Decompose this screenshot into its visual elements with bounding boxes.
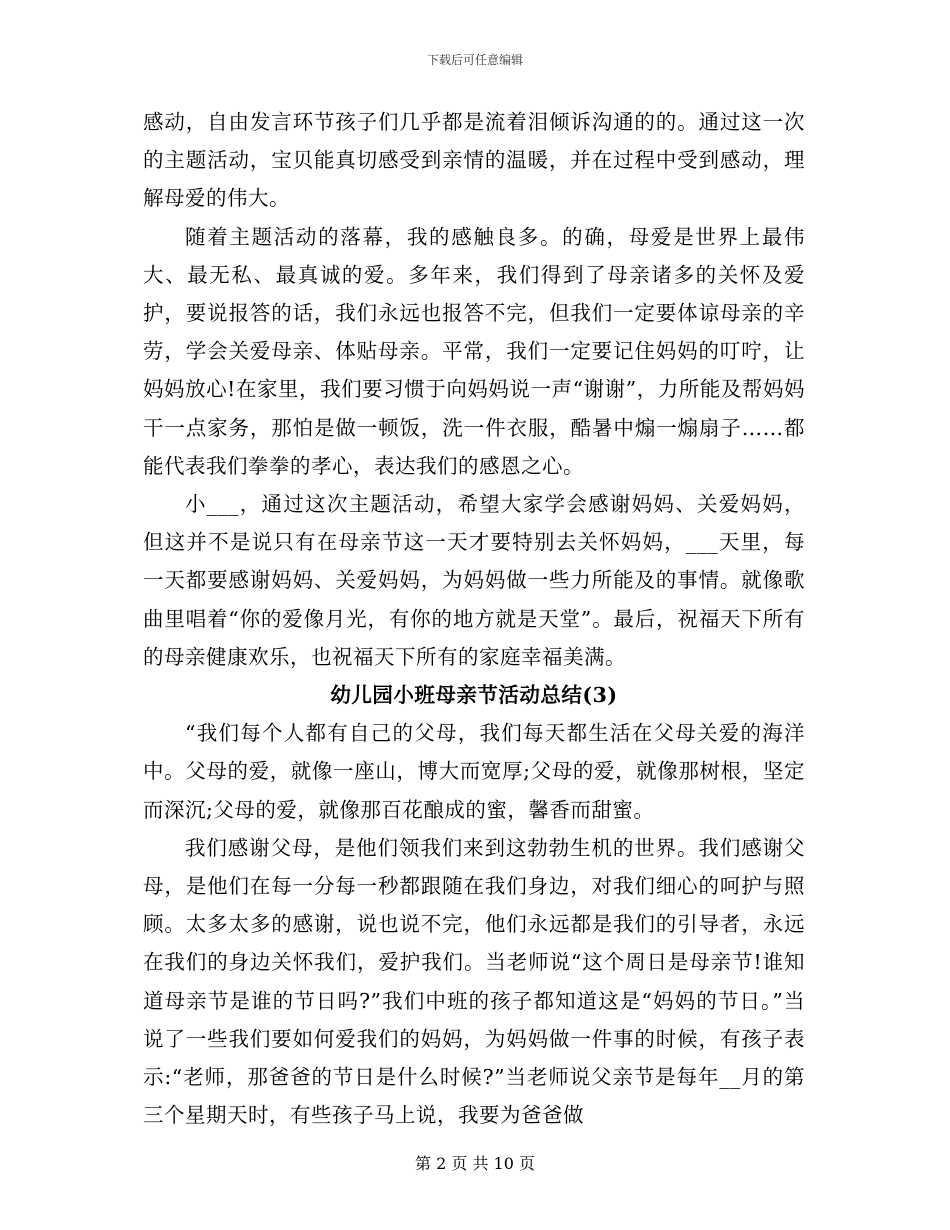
- paragraph-reflection: 随着主题活动的落幕，我的感触良多。的确，母爱是世界上最伟大、最无私、最真诚的爱。多年来，我们得到了母亲诸多的关怀及爱护，要说报答的话，我们永远也报答不完，但我们一定要体谅母亲的辛劳，学会关爱母亲、体贴母亲。平常，我们一定要记住妈妈的叮咛，让妈妈放心!在家里，我们要习惯于向妈妈说一声“谢谢”，力所能及帮妈妈干一点家务，那怕是做一顿饭，洗一件衣服，酷暑中煽一煽扇子……都能代表我们拳拳的孝心，表达我们的感恩之心。: [143, 224, 805, 478]
- section-paragraph-intro: “我们每个人都有自己的父母，我们每天都生活在父母关爱的海洋中。父母的爱，就像一座山，博大而宽厚;父母的爱，就像那树根，坚定而深沉;父母的爱，就像那百花酿成的蜜，馨香而甜蜜。: [143, 721, 805, 822]
- page-number: 第 2 页 共 10 页: [415, 1154, 535, 1173]
- page-header-note: 下载后可任意编辑: [426, 53, 523, 67]
- section-paragraph-thanks: 我们感谢父母，是他们领我们来到这勃勃生机的世界。我们感谢父母，是他们在每一分每一秒都跟随在我们身边，对我们细心的呵护与照顾。太多太多的感谢，说也说不完，他们永远都是我们的引导者，永远在我们的身边关怀我们，爱护我们。当老师说“这个周日是母亲节!谁知道母亲节是谁的节日吗?”我们中班的孩子都知道这是“妈妈的节日。”当说了一些我们要如何爱我们的妈妈，为妈妈做一件事的时候，有孩子表示:“老师，那爸爸的节日是什么时候?”当老师说父亲节是每年__月的第三个星期天时，有些孩子马上说，我要为爸爸做: [143, 835, 805, 1128]
- paragraph-conclusion: 小___，通过这次主题活动，希望大家学会感谢妈妈、关爱妈妈，但这并不是说只有在母亲节这一天才要特别去关怀妈妈，___天里，每一天都要感谢妈妈、关爱妈妈，为妈妈做一些力所能及的事情。就像歌曲里唱着“你的爱像月光，有你的地方就是天堂”。最后，祝福天下所有的母亲健康欢乐，也祝福天下所有的家庭幸福美满。: [143, 492, 805, 669]
- document-body: [143, 103, 805, 1134]
- paragraph-continued: 感动，自由发言环节孩子们几乎都是流着泪倾诉沟通的的。通过这一次的主题活动，宝贝能真切感受到亲情的温暖，并在过程中受到感动，理解母爱的伟大。: [143, 110, 805, 211]
- section-title: 幼儿园小班母亲节活动总结(3): [330, 683, 618, 708]
